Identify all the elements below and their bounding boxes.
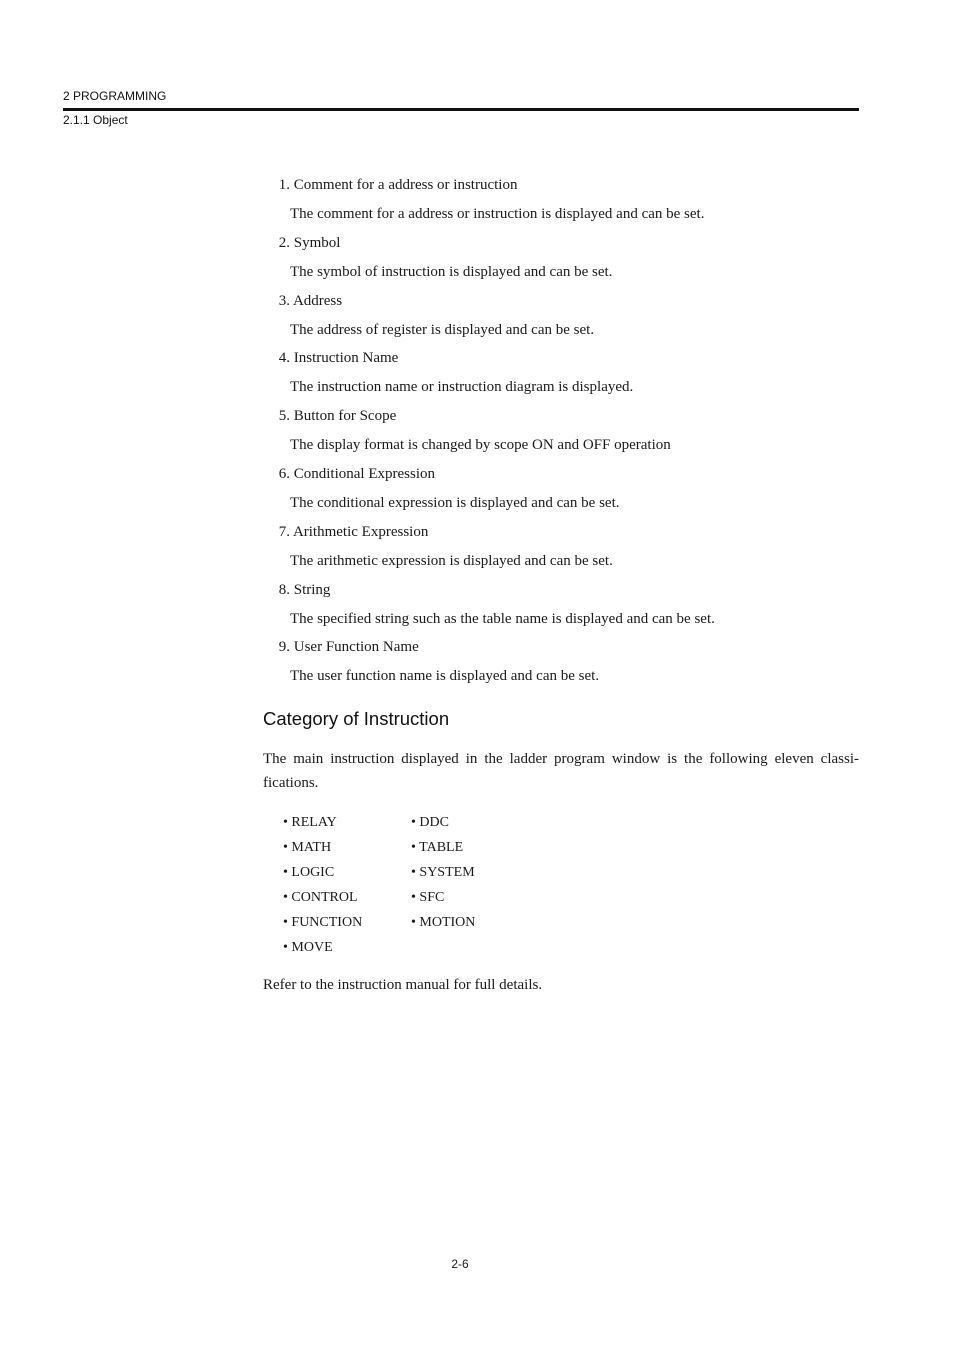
item-title: Button for Scope	[293, 408, 397, 425]
category-item: • LOGIC	[283, 865, 335, 880]
item-number: 5.	[278, 408, 290, 425]
item-number: 7.	[278, 523, 290, 540]
category-item: • FUNCTION	[283, 915, 363, 930]
item-description: The conditional expression is displayed and can be set.	[290, 494, 620, 511]
item-title: Arithmetic Expression	[292, 523, 429, 540]
item-number: 2.	[278, 234, 290, 251]
list-item	[263, 579, 859, 637]
item-number: 1.	[278, 177, 290, 193]
category-item: • MOTION	[411, 915, 476, 930]
category-item: • SYSTEM	[411, 865, 475, 880]
item-title: Address	[292, 292, 343, 309]
item-number: 6.	[278, 465, 290, 482]
list-item	[263, 290, 859, 348]
page-number: 2-6	[451, 1257, 469, 1271]
item-number: 3.	[278, 292, 290, 309]
list-item	[263, 463, 859, 521]
list-item	[263, 232, 859, 290]
item-description: The symbol of instruction is displayed and can be set.	[290, 263, 613, 280]
category-item: • SFC	[411, 890, 445, 905]
item-description: The user function name is displayed and can be set.	[290, 668, 600, 685]
category-intro: The main instruction displayed in the ladder program window is the following eleven classi-fications.	[263, 751, 859, 791]
category-item: • MOVE	[283, 940, 333, 955]
header-rule	[63, 108, 859, 111]
item-description: The address of register is displayed and can be set.	[290, 321, 595, 338]
category-item: • RELAY	[283, 815, 337, 830]
item-title: User Function Name	[293, 639, 419, 656]
item-number: 4.	[278, 350, 290, 367]
item-title: String	[293, 581, 331, 598]
item-description: The display format is changed by scope ON and OFF operation	[290, 437, 671, 454]
list-item	[263, 636, 859, 694]
item-description: The arithmetic expression is displayed and can be set.	[290, 552, 613, 569]
item-description: The comment for a address or instruction is displayed and can be set.	[290, 206, 705, 222]
list-item	[263, 174, 859, 232]
item-number: 9.	[278, 639, 290, 656]
reference-note: Refer to the instruction manual for full details.	[263, 977, 543, 993]
section-header: 2.1.1 Object	[63, 113, 128, 127]
list-item	[263, 347, 859, 405]
item-number: 8.	[278, 581, 290, 598]
chapter-header: 2 PROGRAMMING	[63, 89, 167, 103]
category-item: • CONTROL	[283, 890, 358, 905]
item-description: The instruction name or instruction diagram is displayed.	[290, 379, 634, 396]
section-heading: Category of Instruction	[263, 708, 450, 729]
list-item	[263, 521, 859, 579]
category-item: • DDC	[411, 815, 449, 830]
category-item: • MATH	[283, 840, 332, 855]
list-item	[263, 405, 859, 463]
category-item: • TABLE	[411, 840, 464, 855]
item-description: The specified string such as the table name is displayed and can be set.	[290, 610, 715, 627]
item-title: Instruction Name	[293, 350, 399, 367]
object-list	[263, 174, 859, 694]
item-title: Comment for a address or instruction	[293, 177, 518, 193]
item-title: Conditional Expression	[293, 465, 435, 482]
item-title: Symbol	[293, 234, 341, 251]
